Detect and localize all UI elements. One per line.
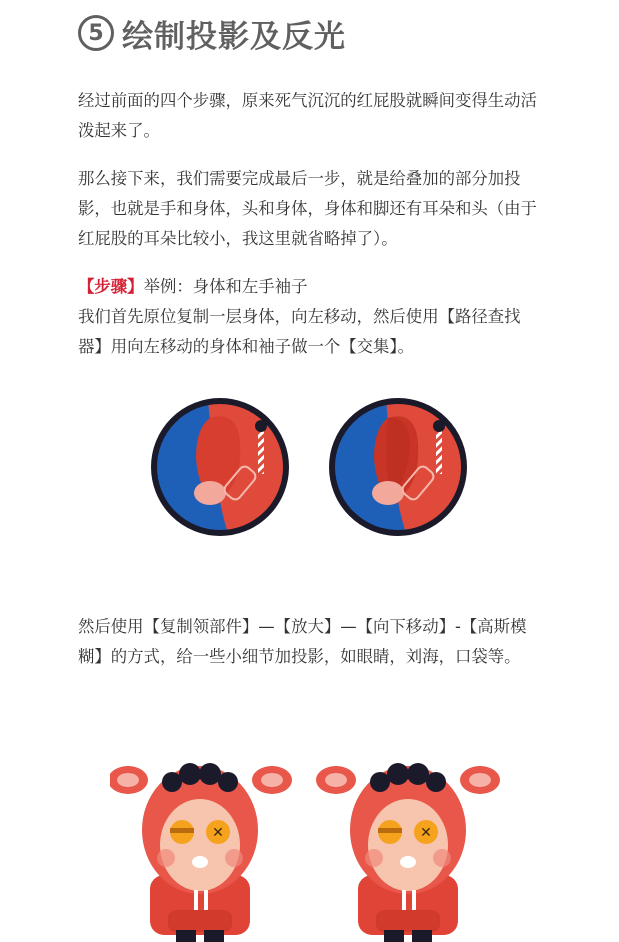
paragraph-step xyxy=(78,272,540,362)
closeup-left xyxy=(148,388,298,548)
character-after xyxy=(316,763,500,942)
closeup-right xyxy=(326,388,476,548)
section-heading xyxy=(78,10,346,56)
circled-number: 5 xyxy=(78,15,114,51)
paragraph-intro: 经过前面的四个步骤，原来死气沉沉的红屁股就瞬间变得生动活泼起来了。 xyxy=(78,91,537,140)
section-title: 绘制投影及反光 xyxy=(122,18,346,55)
character-comparison-figure xyxy=(110,750,510,942)
paragraph-shadows: 然后使用【复制领部件】—【放大】—【向下移动】-【高斯模糊】的方式，给一些小细节加投影，如眼睛，刘海，口袋等。 xyxy=(78,617,527,666)
paragraph-next-step: 那么接下来，我们需要完成最后一步，就是给叠加的部分加投影，也就是手和身体，头和身体，身体和脚还有耳朵和头（由于红屁股的耳朵比较小，我这里就省略掉了）。 xyxy=(78,169,537,248)
character-before xyxy=(110,763,292,942)
step-body: 我们首先原位复制一层身体，向左移动，然后使用【路径查找器】用向左移动的身体和袖子做一个【交集】。 xyxy=(78,307,521,356)
sleeve-closeup-figure xyxy=(148,388,538,558)
step-example: 举例：身体和左手袖子 xyxy=(143,277,308,296)
step-tag: 【步骤】 xyxy=(78,277,144,296)
